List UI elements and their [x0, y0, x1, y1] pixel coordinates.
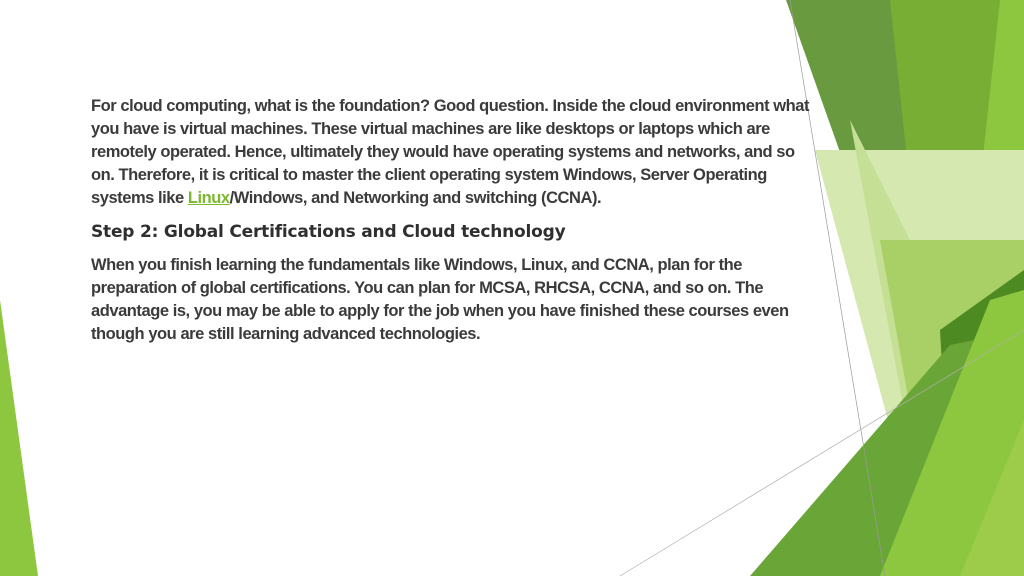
paragraph-certifications: When you finish learning the fundamentals like Windows, Linux, and CCNA, plan for the preparation of global certifications. You can plan for MCSA, RHCSA, CCNA, and so on. The advantage is, you may be able to apply for the job when you have finished these courses even though you are still learning advanced technologies.	[91, 256, 789, 343]
left-green-sliver	[0, 300, 38, 576]
paragraph-foundation-text: For cloud computing, what is the foundation? Good question. Inside the cloud environment what you have is virtual machines. These virtual machines are like desktops or laptops which are remotely operated. Hence, ultimately they would have operating systems and networks, and so on. Therefore, it is critical to master the client operating system Windows, Server Operating systems like	[91, 97, 810, 207]
paragraph-foundation	[91, 95, 811, 210]
slide-content	[91, 95, 811, 346]
paragraph-foundation-text-end: /Windows, and Networking and switching (CCNA).	[229, 189, 602, 207]
linux-link[interactable]: Linux	[187, 189, 230, 207]
step-2-heading: Step 2: Global Certifications and Cloud technology	[91, 222, 566, 242]
